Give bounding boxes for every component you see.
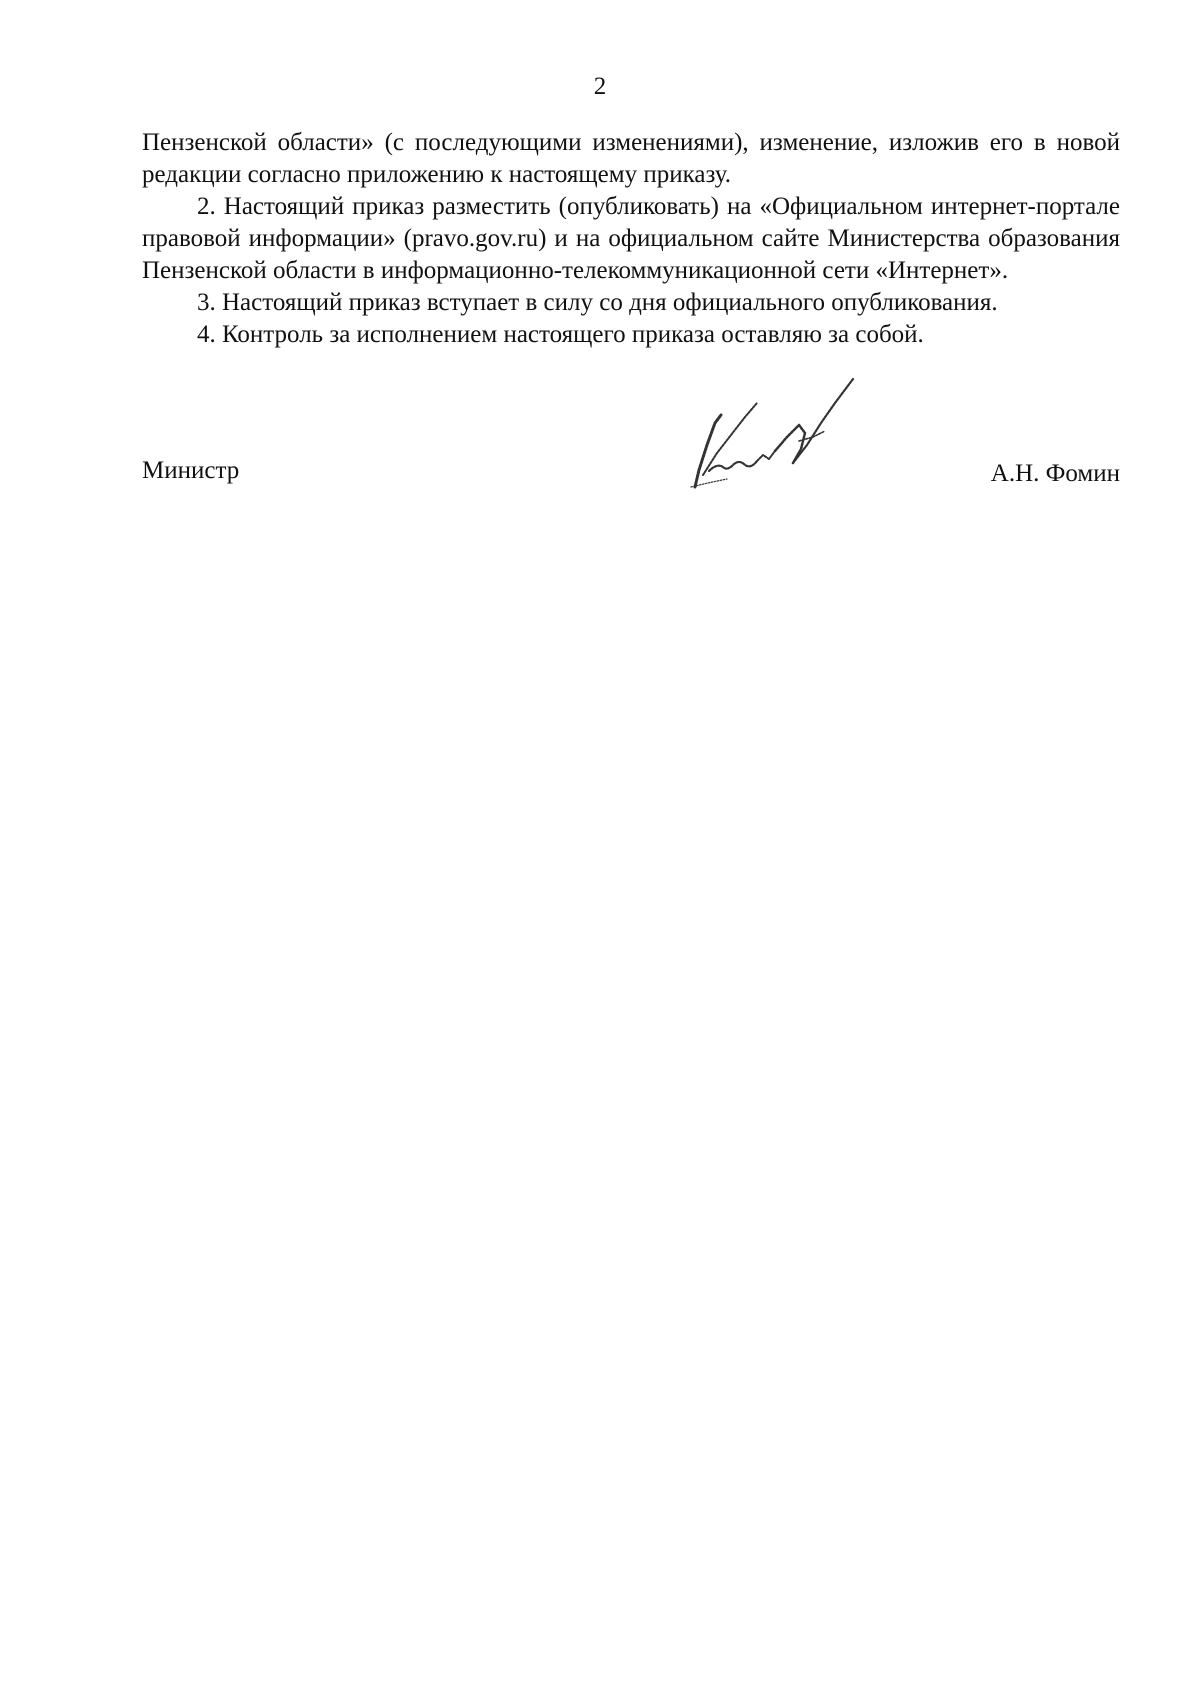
- handwritten-signature-icon: [687, 375, 867, 490]
- signatory-title: Министр: [142, 457, 240, 484]
- signature-block: [142, 375, 1120, 495]
- page-number: 2: [593, 73, 607, 100]
- document-body: [142, 127, 1120, 351]
- paragraph-item-4: 4. Контроль за исполнением настоящего приказа оставляю за собой.: [197, 321, 924, 348]
- signatory-name: А.Н. Фомин: [990, 460, 1120, 487]
- paragraph-item-3: 3. Настоящий приказ вступает в силу со дня официального опубликования.: [197, 289, 998, 316]
- paragraph-item-2: 2. Настоящий приказ разместить (опубликовать) на «Официальном интернет-портале правовой информации» (pravo.gov.ru) и на официальном сайте Министерства образования Пензенской области в информационно-телекоммуникационной сети «Интернет».: [142, 193, 1120, 284]
- paragraph-continuation: Пензенской области» (с последующими изменениями), изменение, изложив его в новой редакции согласно приложению к настоящему приказу.: [142, 129, 1120, 188]
